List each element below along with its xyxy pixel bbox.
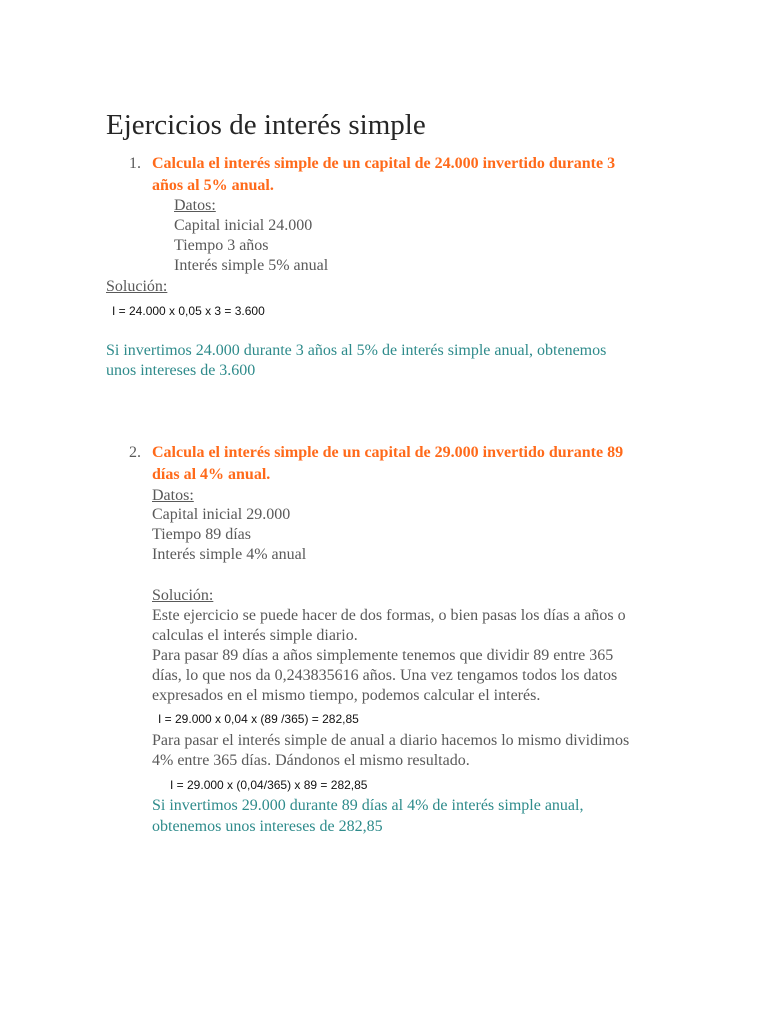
- exercise-2-explanation-line4: días, lo que nos da 0,243835616 años. Una vez tengamos todos los datos: [152, 667, 618, 684]
- exercise-2-datos-label: Datos:: [152, 487, 194, 504]
- exercise-2-explanation-line1: Este ejercicio se puede hacer de dos formas, o bien pasas los días a años o: [152, 607, 626, 624]
- exercise-2-explanation-line2: calculas el interés simple diario.: [152, 627, 358, 644]
- exercise-1-dato-interes: Interés simple 5% anual: [174, 257, 329, 274]
- exercise-1-question-line2: años al 5% anual.: [152, 177, 274, 194]
- exercise-1-formula: I = 24.000 x 0,05 x 3 = 3.600: [112, 304, 265, 318]
- exercise-2-question-line2: días al 4% anual.: [152, 466, 271, 483]
- exercise-2-formula1: I = 29.000 x 0,04 x (89 /365) = 282,85: [158, 712, 359, 726]
- exercise-1-formula-box: [112, 302, 272, 320]
- exercise-2-explanation2-line2: 4% entre 365 días. Dándonos el mismo resultado.: [152, 752, 470, 769]
- page-title: Ejercicios de interés simple: [106, 109, 426, 141]
- exercise-2-dato-interes: Interés simple 4% anual: [152, 546, 307, 563]
- exercise-2-formula2: I = 29.000 x (0,04/365) x 89 = 282,85: [170, 778, 368, 792]
- exercise-2-explanation2-line1: Para pasar el interés simple de anual a diario hacemos lo mismo dividimos: [152, 732, 630, 749]
- exercise-2-question-line1: Calcula el interés simple de un capital de 29.000 invertido durante 89: [152, 444, 624, 461]
- exercise-1-conclusion-line1: Si invertimos 24.000 durante 3 años al 5% de interés simple anual, obtenemos: [106, 342, 607, 359]
- exercise-2-explanation-line5: expresados en el mismo tiempo, podemos calcular el interés.: [152, 687, 541, 704]
- exercise-2-conclusion-line1: Si invertimos 29.000 durante 89 días al 4% de interés simple anual,: [152, 797, 584, 814]
- exercise-2-dato-capital: Capital inicial 29.000: [152, 506, 291, 523]
- exercise-2-dato-tiempo: Tiempo 89 días: [152, 526, 251, 543]
- exercise-2-formula2-box: [170, 776, 367, 794]
- exercise-1-dato-tiempo: Tiempo 3 años: [174, 237, 269, 254]
- exercise-1-dato-capital: Capital inicial 24.000: [174, 217, 313, 234]
- exercise-2-conclusion-line2: obtenemos unos intereses de 282,85: [152, 818, 383, 835]
- exercise-1-question-line1: Calcula el interés simple de un capital de 24.000 invertido durante 3: [152, 155, 616, 172]
- exercise-2-solucion-label: Solución:: [152, 587, 214, 604]
- exercise-1-conclusion-line2: unos intereses de 3.600: [106, 362, 256, 379]
- exercise-2-number: 2.: [129, 444, 141, 461]
- exercise-1-number: 1.: [129, 155, 141, 172]
- exercise-2-explanation-line3: Para pasar 89 días a años simplemente tenemos que dividir 89 entre 365: [152, 647, 614, 664]
- exercise-1-solucion-label: Solución:: [106, 278, 168, 295]
- exercise-2-formula1-box: [158, 710, 359, 728]
- exercise-1-datos-label: Datos:: [174, 197, 216, 214]
